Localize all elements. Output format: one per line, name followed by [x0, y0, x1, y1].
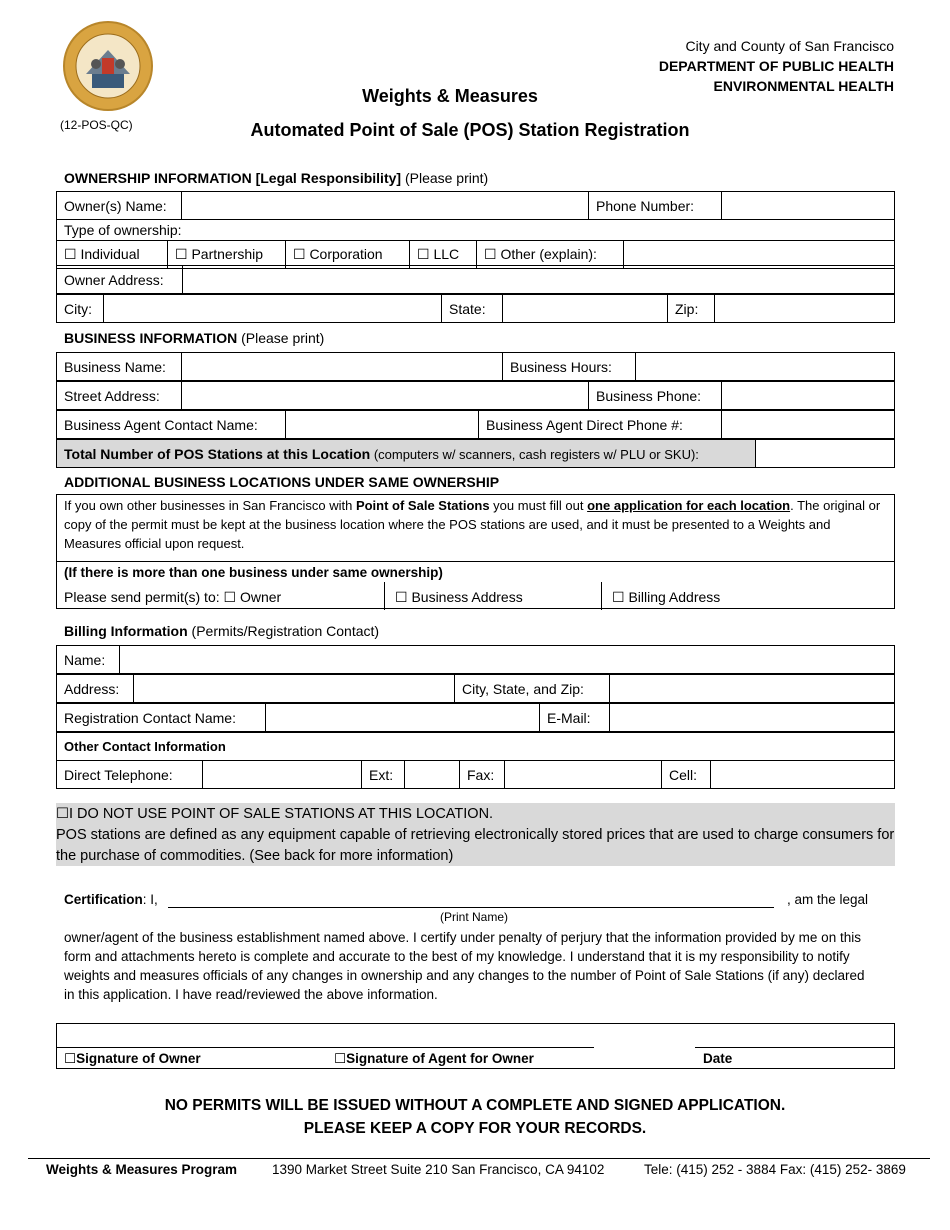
footer-phones: Tele: (415) 252 - 3884 Fax: (415) 252- 3869: [644, 1162, 906, 1177]
cell-label: Cell:: [662, 761, 711, 789]
send-permit-owner-option[interactable]: Please send permit(s) to: ☐ Owner: [64, 589, 282, 605]
certification-block: Certification: I, , am the legal (Print Name) owner/agent of the business establishment named above. I certify under penalty of perjury that the information provided by me on this form and attachments hereto is complete and accurate to the best of my knowledge. I understand that it is my responsibility to notify weights and measures officials of any changes in ownership and any changes to the number of Point of Sale Stations (if any) declared in this application. I have read/reviewed the above information.: [64, 890, 874, 1004]
page-subtitle: Automated Point of Sale (POS) Station Registration: [250, 120, 690, 140]
certification-suffix: , am the legal: [786, 892, 868, 907]
owner-name-field[interactable]: [182, 192, 589, 220]
send-permit-business-option[interactable]: ☐ Business Address: [395, 589, 523, 605]
send-permit-billing-option[interactable]: ☐ Billing Address: [612, 589, 721, 605]
business-name-label: Business Name:: [57, 353, 182, 381]
fax-label: Fax:: [460, 761, 505, 789]
no-pos-box: [56, 803, 895, 866]
business-hours-field[interactable]: [636, 353, 895, 381]
owner-address-table: [56, 265, 895, 294]
business-phone-field[interactable]: [722, 382, 895, 410]
agency-division: ENVIRONMENTAL HEALTH: [713, 78, 894, 94]
owner-address-label: Owner Address:: [57, 266, 183, 294]
additional-heading: ADDITIONAL BUSINESS LOCATIONS UNDER SAME OWNERSHIP: [64, 474, 500, 490]
footer-program: Weights & Measures Program: [46, 1162, 238, 1177]
business-name-field[interactable]: [182, 353, 503, 381]
business-agent-table: [56, 410, 895, 439]
owner-name-label: Owner(s) Name:: [57, 192, 182, 220]
ownership-type-label: Type of ownership:: [57, 220, 895, 241]
ownership-type-table: [56, 219, 895, 241]
billing-name-label: Name:: [57, 646, 120, 674]
print-name-caption: (Print Name): [439, 910, 508, 924]
cell-field[interactable]: [711, 761, 895, 789]
permit-notice: [0, 1094, 950, 1140]
certification-label: Certification: [64, 892, 143, 907]
state-field[interactable]: [503, 295, 668, 323]
owner-address-field[interactable]: [183, 266, 895, 294]
type-corporation-checkbox[interactable]: ☐ Corporation: [286, 241, 410, 269]
registration-contact-field[interactable]: [266, 704, 540, 732]
billing-address-label: Address:: [57, 675, 134, 703]
agent-signature-checkbox[interactable]: ☐Signature of Agent for Owner: [334, 1051, 534, 1066]
email-field[interactable]: [610, 704, 895, 732]
agency-city: City and County of San Francisco: [685, 38, 894, 54]
business-phone-label: Business Phone:: [589, 382, 722, 410]
page-title: Weights & Measures: [362, 86, 538, 106]
multi-business-box: [56, 561, 895, 609]
ownership-heading: OWNERSHIP INFORMATION [Legal Responsibility] (Please print): [64, 170, 489, 186]
pos-total-label: Total Number of POS Stations at this Location (computers w/ scanners, cash registers w/ PLU or SKU):: [57, 440, 756, 468]
phone-field[interactable]: [722, 192, 895, 220]
signature-field[interactable]: [57, 1024, 594, 1048]
phone-label: Phone Number:: [589, 192, 722, 220]
form-code: (12-POS-QC): [60, 118, 133, 132]
other-contact-heading-table: [56, 732, 895, 761]
billing-contact-table: [56, 703, 895, 732]
business-street-table: [56, 381, 895, 410]
business-name-table: [56, 352, 895, 381]
business-heading: BUSINESS INFORMATION (Please print): [64, 330, 325, 346]
multi-business-heading: (If there is more than one business under same ownership): [64, 565, 443, 580]
owner-signature-checkbox[interactable]: ☐Signature of Owner: [64, 1051, 201, 1066]
registration-contact-label: Registration Contact Name:: [57, 704, 266, 732]
agent-name-field[interactable]: [286, 411, 479, 439]
type-partnership-checkbox[interactable]: ☐ Partnership: [168, 241, 286, 269]
ownership-table: [56, 191, 895, 220]
billing-name-field[interactable]: [120, 646, 895, 674]
ext-field[interactable]: [405, 761, 460, 789]
state-label: State:: [442, 295, 503, 323]
billing-heading: Billing Information (Permits/Registration Contact): [64, 623, 380, 639]
certification-text: owner/agent of the business establishment named above. I certify under penalty of perjury that the information provided by me on this form and attachments hereto is complete and accurate to the best of my knowledge. I understand that it is my responsibility to notify weights and measures officials of any changes in ownership and any changes to the number of Point of Sale Stations (if any) declared in this application. I have read/reviewed the above information.: [64, 930, 865, 1002]
agency-department: DEPARTMENT OF PUBLIC HEALTH: [658, 58, 894, 74]
city-field[interactable]: [104, 295, 442, 323]
pos-total-field[interactable]: [756, 440, 895, 468]
owner-city-table: [56, 294, 895, 323]
type-individual-checkbox[interactable]: ☐ Individual: [57, 241, 168, 269]
business-hours-label: Business Hours:: [503, 353, 636, 381]
street-address-label: Street Address:: [57, 382, 182, 410]
city-label: City:: [57, 295, 104, 323]
other-contact-heading: Other Contact Information: [57, 733, 895, 761]
pos-definition: POS stations are defined as any equipment capable of retrieving electronically stored prices that are used to charge consumers for the purchase of commodities. (See back for more information): [56, 827, 895, 864]
ext-label: Ext:: [362, 761, 405, 789]
email-label: E-Mail:: [540, 704, 610, 732]
agent-phone-field[interactable]: [722, 411, 895, 439]
agent-phone-label: Business Agent Direct Phone #:: [479, 411, 722, 439]
zip-field[interactable]: [715, 295, 895, 323]
date-field[interactable]: [695, 1024, 895, 1048]
fax-field[interactable]: [505, 761, 662, 789]
footer: [28, 1158, 930, 1177]
permit-notice-line1: NO PERMITS WILL BE ISSUED WITHOUT A COMPLETE AND SIGNED APPLICATION.: [164, 1097, 786, 1114]
direct-telephone-field[interactable]: [203, 761, 362, 789]
additional-note: If you own other businesses in San Francisco with Point of Sale Stations you must fill out one application for each location. The original or copy of the permit must be kept at the business location where the POS stations are used, and it must be presented to a Weights and Measures official upon request.: [56, 494, 895, 562]
billing-csz-label: City, State, and Zip:: [455, 675, 610, 703]
zip-label: Zip:: [668, 295, 715, 323]
billing-address-field[interactable]: [134, 675, 455, 703]
no-pos-checkbox[interactable]: ☐I DO NOT USE POINT OF SALE STATIONS AT THIS LOCATION.: [56, 806, 494, 822]
direct-telephone-label: Direct Telephone:: [57, 761, 203, 789]
type-other-checkbox[interactable]: ☐ Other (explain):: [477, 241, 624, 269]
footer-address: 1390 Market Street Suite 210 San Francisco, CA 94102: [272, 1162, 605, 1177]
pos-total-table: [56, 439, 895, 468]
billing-name-table: [56, 645, 895, 674]
type-llc-checkbox[interactable]: ☐ LLC: [410, 241, 477, 269]
street-address-field[interactable]: [182, 382, 589, 410]
permit-notice-line2: PLEASE KEEP A COPY FOR YOUR RECORDS.: [303, 1120, 647, 1137]
signature-box: [56, 1023, 895, 1069]
date-label: Date: [703, 1051, 733, 1066]
billing-address-table: [56, 674, 895, 703]
print-name-field[interactable]: [168, 907, 774, 908]
other-contact-table: [56, 760, 895, 789]
billing-csz-field[interactable]: [610, 675, 895, 703]
agent-name-label: Business Agent Contact Name:: [57, 411, 286, 439]
